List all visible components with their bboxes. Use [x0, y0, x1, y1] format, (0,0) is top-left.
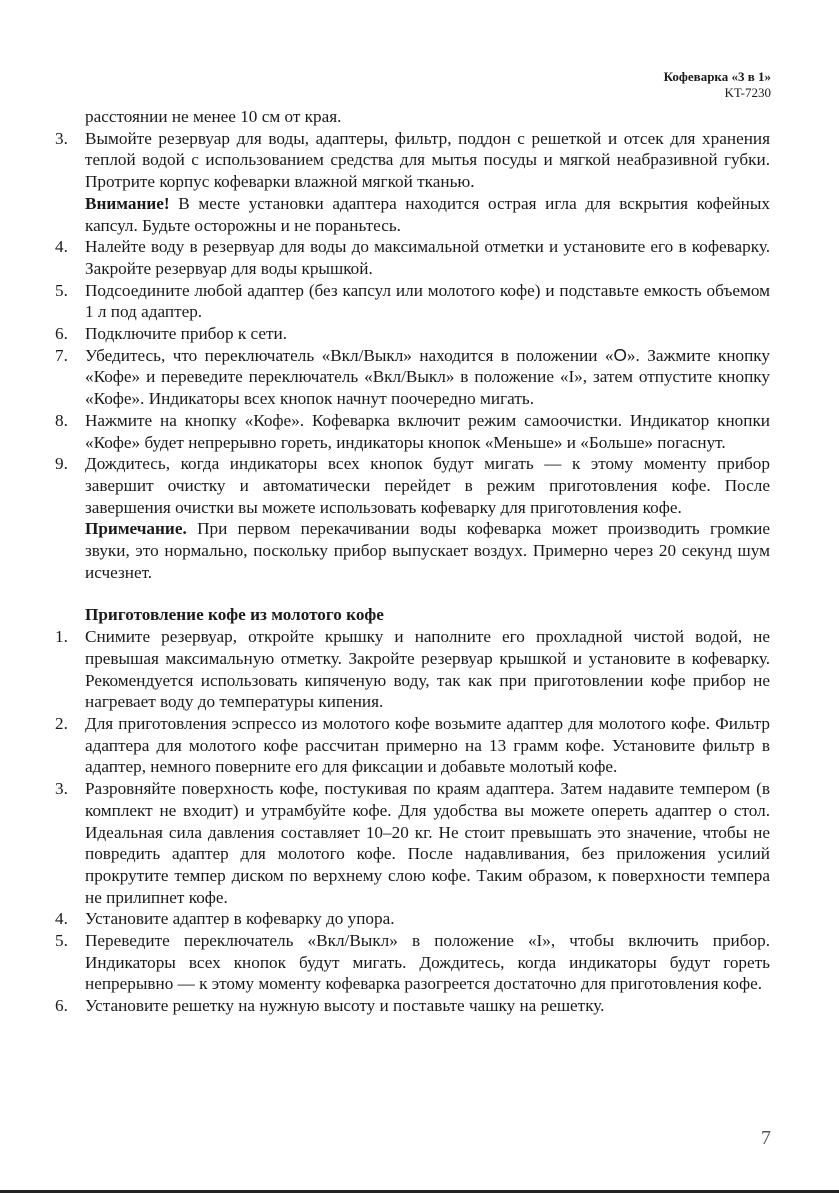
item-text: Разровняйте поверхность кофе, постукивая по краям адаптера. Затем надавите темпером (в комплект не входит) и утрамбуйте кофе. Для удобства вы можете опереть адаптер о стол. Идеальная сила давления составляет 10–20 кг. Не стоит превышать это значение, чтобы не повредить адаптер для молотого кофе. После надавливания, без приложения усилий прокрутите темпер диском по верхнему слою кофе. Таким образом, к поверхности темпера не прилипнет кофе.	[85, 779, 770, 907]
item-number: 4.	[55, 909, 68, 929]
page-number: 7	[761, 1127, 771, 1149]
item-text: Переведите переключатель «Вкл/Выкл» в положение «I», чтобы включить прибор. Индикаторы всех кнопок будут мигать. Дождитесь, когда индикаторы будут гореть непрерывно — к этому моменту кофеварка разогреется достаточно для приготовления кофе.	[85, 931, 770, 994]
item-text: Установите адаптер в кофеварку до упора.	[85, 909, 395, 929]
footer-rule	[0, 1190, 839, 1193]
list-item	[50, 280, 770, 323]
item-text: Налейте воду в резервуар для воды до максимальной отметки и установите его в кофеварку. Закройте резервуар для воды крышкой.	[85, 237, 770, 278]
section-heading: Приготовление кофе из молотого кофе	[85, 605, 384, 625]
list-item	[50, 128, 770, 193]
product-name: Кофеварка «3 в 1»	[663, 69, 771, 84]
item-number: 6.	[55, 324, 68, 344]
list-item	[50, 930, 770, 995]
item-text-pre: Убедитесь, что переключатель «Вкл/Выкл» находится в положении «	[85, 345, 614, 365]
list-item	[50, 908, 770, 930]
off-symbol: О	[613, 344, 627, 365]
note-text: При первом перекачивании воды кофеварка может производить громкие звуки, это нормально, поскольку прибор выпускает воздух. Примерно через 20 секунд шум исчезнет.	[85, 519, 770, 582]
item-text: Установите решетку на нужную высоту и поставьте чашку на решетку.	[85, 996, 605, 1016]
item-number: 6.	[55, 996, 68, 1016]
item-number: 1.	[55, 627, 68, 647]
list-item	[50, 323, 770, 345]
warning-label: Внимание!	[85, 193, 170, 213]
list-item	[50, 778, 770, 908]
item-number: 5.	[55, 931, 68, 951]
item-text: Дождитесь, когда индикаторы всех кнопок будут мигать — к этому моменту прибор завершит очистку и автоматически перейдет в режим приготовления кофе. После завершения очистки вы можете использовать кофеварку для приготовления кофе.	[85, 454, 770, 517]
item-number: 3.	[55, 779, 68, 799]
item-number: 2.	[55, 713, 68, 733]
list-item	[50, 626, 770, 713]
lead-text: расстоянии не менее 10 см от края.	[85, 107, 342, 126]
page-header	[664, 69, 771, 101]
list-item	[50, 713, 770, 778]
item-text-post: ». Зажмите кнопку «Кофе» и переведите переключатель «Вкл/Выкл» в положение «I», затем отпустите кнопку «Кофе». Индикаторы всех кнопок начнут поочередно мигать.	[85, 345, 771, 409]
warning-paragraph	[50, 193, 770, 236]
note-label: Примечание.	[85, 519, 187, 539]
list-item	[50, 995, 770, 1017]
item-text: Для приготовления эспрессо из молотого кофе возьмите адаптер для молотого кофе. Фильтр адаптера для молотого кофе рассчитан примерно на 13 грамм кофе. Установите фильтр в адаптер, немного поверните его для фиксации и добавьте молотый кофе.	[85, 713, 770, 777]
item-text	[85, 346, 770, 408]
document-body	[50, 106, 770, 1017]
warning-text: В месте установки адаптера находится острая игла для вскрытия кофейных капсул. Будьте осторожны и не пораньтесь.	[85, 193, 770, 235]
item-number: 7.	[55, 345, 68, 365]
list-item	[50, 236, 770, 279]
list-item	[50, 345, 770, 410]
item-text: Нажмите на кнопку «Кофе». Кофеварка включит режим самоочистки. Индикатор кнопки «Кофе» будет непрерывно гореть, индикаторы кнопок «Меньше» и «Больше» погаснут.	[85, 410, 770, 452]
item-text: Снимите резервуар, откройте крышку и наполните его прохладной чистой водой, не превышая максимальную отметку. Закройте резервуар крышкой и установите в кофеварку. Рекомендуется использовать кипяченую воду, так как при приготовлении кофе прибор не нагревает воду до температуры кипения.	[85, 627, 770, 712]
item-number: 8.	[55, 410, 68, 430]
model-number: KT-7230	[724, 85, 771, 100]
item-number: 3.	[55, 128, 68, 148]
note-paragraph	[50, 518, 770, 583]
item-text: Вымойте резервуар для воды, адаптеры, фильтр, поддон с решеткой и отсек для хранения теплой водой с использованием средства для мытья посуды и мягкой неабразивной губки. Протрите корпус кофеварки влажной мягкой тканью.	[85, 128, 770, 192]
item-text: Подсоедините любой адаптер (без капсул или молотого кофе) и подставьте емкость объемом 1 л под адаптер.	[85, 280, 770, 322]
item-number: 5.	[55, 280, 68, 300]
list-item	[50, 453, 770, 518]
item-number: 9.	[55, 454, 68, 474]
item-number: 4.	[55, 237, 68, 257]
item-text: Подключите прибор к сети.	[85, 324, 287, 344]
list-item	[50, 410, 770, 453]
